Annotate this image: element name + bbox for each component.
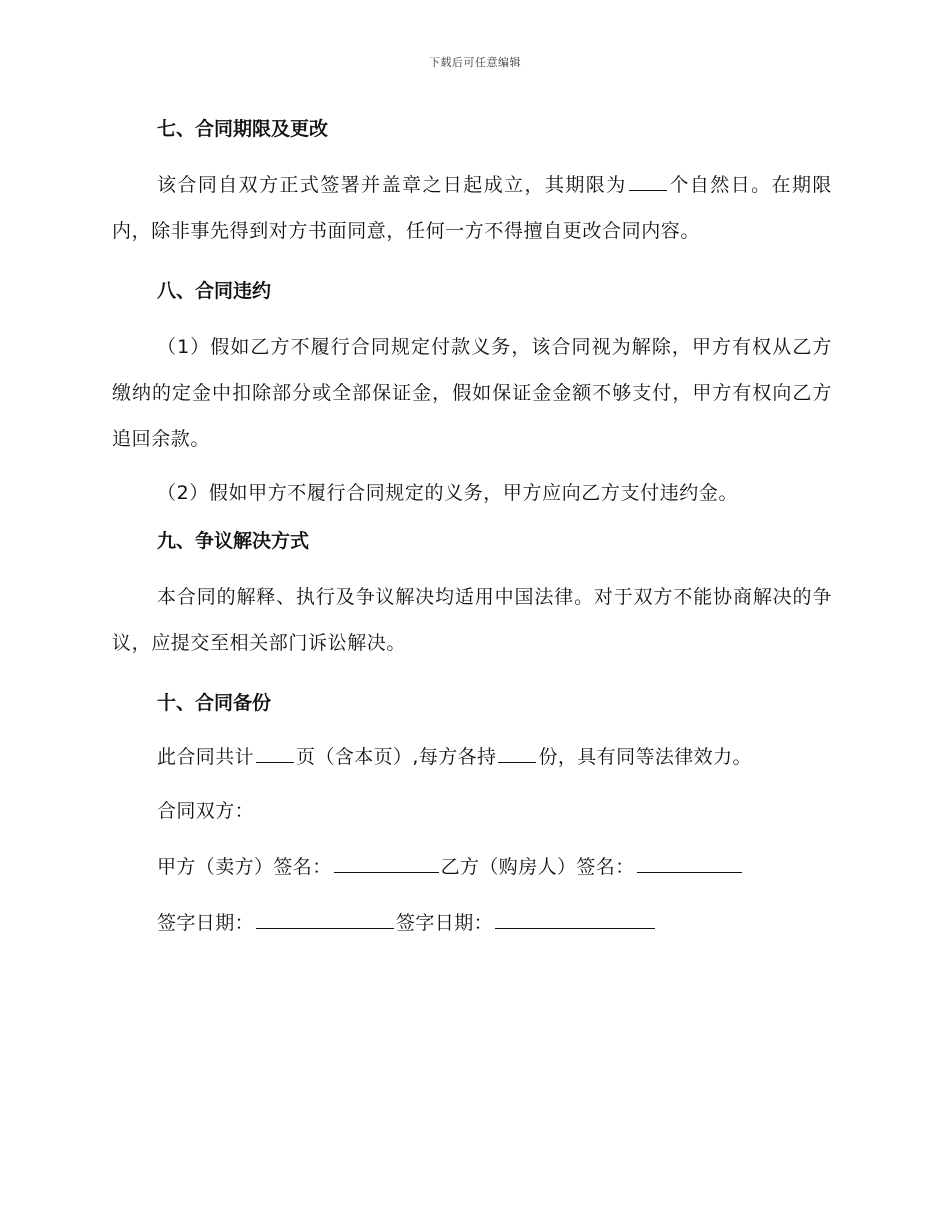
- buyer-sign-label: 乙方（购房人）签名：: [440, 856, 635, 878]
- page-count-blank[interactable]: [256, 742, 294, 763]
- parties-label: 合同双方：: [157, 800, 255, 822]
- buyer-date-label: 签字日期：: [396, 912, 494, 934]
- section-7-title: 七、合同期限及更改: [157, 118, 329, 140]
- document-body: [112, 114, 832, 938]
- section-8-title: 八、合同违约: [157, 280, 272, 302]
- copies-line: [157, 742, 832, 772]
- section-9-title: 九、争议解决方式: [157, 530, 310, 552]
- section-7-text-after: 个自然日。在期限内，除非事先得到对方书面同意，任何一方不得擅自更改合同内容。: [112, 174, 832, 242]
- section-7-text-before: 该合同自双方正式签署并盖章之日起成立，其期限为: [157, 174, 627, 196]
- seller-date-label: 签字日期：: [157, 912, 255, 934]
- buyer-date-blank[interactable]: [495, 908, 655, 929]
- copies-text-c: 份，具有同等法律效力。: [538, 746, 752, 768]
- section-7-paragraph: [112, 162, 832, 254]
- section-9-paragraph: 本合同的解释、执行及争议解决均适用中国法律。对于双方不能协商解决的争议，应提交至相关部门诉讼解决。: [112, 586, 832, 654]
- copies-text-b: 页（含本页）,每方各持: [296, 746, 497, 768]
- signature-line: [157, 852, 832, 882]
- seller-sign-label: 甲方（卖方）签名：: [157, 856, 332, 878]
- term-days-blank[interactable]: [629, 170, 667, 191]
- seller-signature-blank[interactable]: [334, 852, 439, 873]
- page-header: 下载后可任意编辑: [429, 56, 521, 69]
- section-8-paragraph-2: （2）假如甲方不履行合同规定的义务，甲方应向乙方支付违约金。: [157, 482, 739, 504]
- section-8-paragraph-1: （1）假如乙方不履行合同规定付款义务，该合同视为解除，甲方有权从乙方缴纳的定金中扣除部分或全部保证金，假如保证金金额不够支付，甲方有权向乙方追回余款。: [112, 336, 832, 450]
- section-10-title: 十、合同备份: [157, 692, 272, 714]
- copies-text-a: 此合同共计: [157, 746, 255, 768]
- date-line: [157, 908, 832, 938]
- seller-date-blank[interactable]: [256, 908, 394, 929]
- buyer-signature-blank[interactable]: [637, 852, 742, 873]
- copy-count-blank[interactable]: [498, 742, 536, 763]
